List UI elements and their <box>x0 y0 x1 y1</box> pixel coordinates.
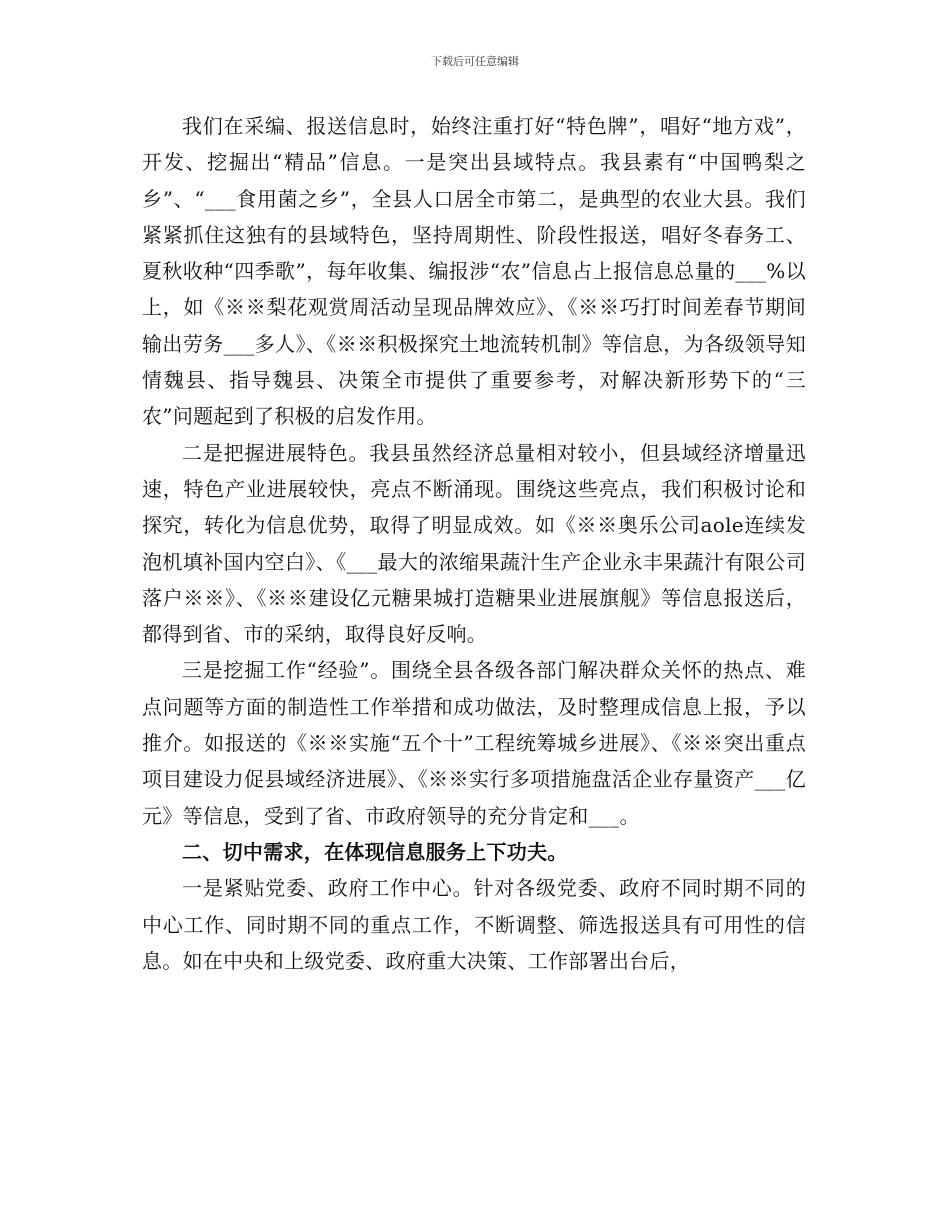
document-body <box>142 108 806 979</box>
paragraph-county-features: 我们在采编、报送信息时，始终注重打好“特色牌”，唱好“地方戏”，开发、挖掘出“精品”信息。一是突出县域特点。我县素有“中国鸭梨之乡”、“___食用菌之乡”，全县人口居全市第二，是典型的农业大县。我们紧紧抓住这独有的县域特色，坚持周期性、阶段性报送，唱好冬春务工、夏秋收种“四季歌”，每年收集、编报涉“农”信息占上报信息总量的___%以上，如《※※梨花观赏周活动呈现品牌效应》、《※※巧打时间差春节期间输出劳务___多人》、《※※积极探究土地流转机制》等信息，为各级领导知情魏县、指导魏县、决策全市提供了重要参考，对解决新形势下的“三农”问题起到了积极的启发作用。 <box>142 114 806 429</box>
section-heading: 二、切中需求，在体现信息服务上下功夫。 <box>182 839 568 864</box>
paragraph-party-government-center: 一是紧贴党委、政府工作中心。针对各级党委、政府不同时期不同的中心工作、同时期不同的重点工作，不断调整、筛选报送具有可用性的信息。如在中央和上级党委、政府重大决策、工作部署出台后， <box>142 876 806 973</box>
page-header: 下载后可任意编辑 <box>431 55 519 68</box>
paragraph-work-experience: 三是挖掘工作“经验”。围绕全县各级各部门解决群众关怀的热点、难点问题等方面的制造性工作举措和成功做法，及时整理成信息上报，予以推介。如报送的《※※实施“五个十”工程统筹城乡进展》、《※※突出重点项目建设力促县域经济进展》、《※※实行多项措施盘活企业存量资产___亿元》等信息，受到了省、市政府领导的充分肯定和___。 <box>142 658 806 828</box>
paragraph-development-features: 二是把握进展特色。我县虽然经济总量相对较小，但县域经济增量迅速，特色产业进展较快，亮点不断涌现。围绕这些亮点，我们积极讨论和探究，转化为信息优势，取得了明显成效。如《※※奥乐公司aole连续发泡机填补国内空白》、《___最大的浓缩果蔬汁生产企业永丰果蔬汁有限公司落户※※》、《※※建设亿元糖果城打造糖果业进展旗舰》等信息报送后，都得到省、市的采纳，取得良好反响。 <box>142 440 806 647</box>
